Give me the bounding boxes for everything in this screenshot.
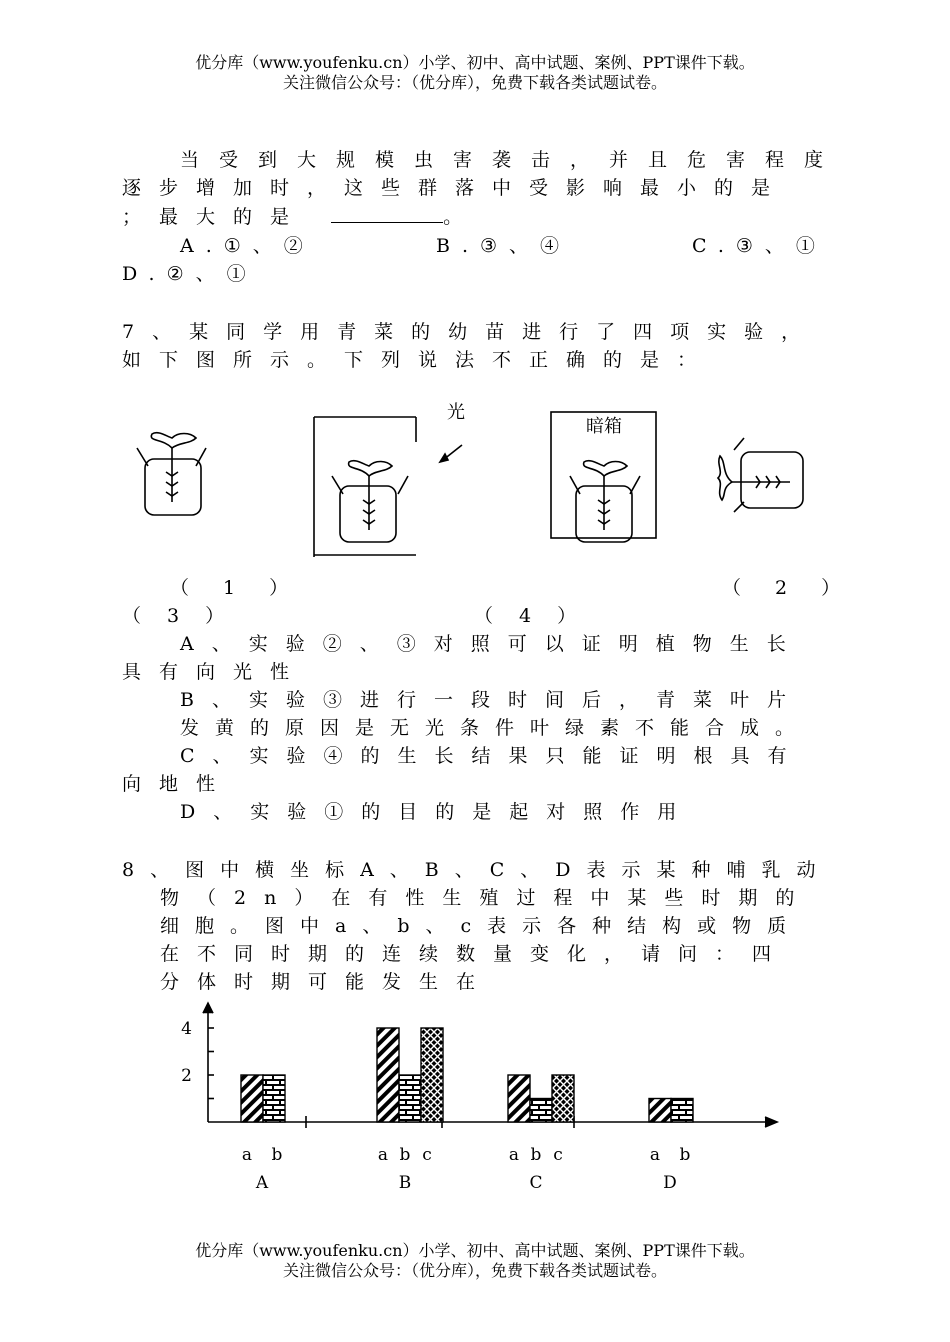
q7-option-c-line-2: 向地性 bbox=[122, 773, 234, 795]
bar-a-B bbox=[377, 1028, 399, 1122]
answer-blank bbox=[331, 204, 443, 223]
q7-option-b-line-1: B、实验③进行一段时间后，青菜叶片 bbox=[180, 689, 804, 711]
y-tick-label: 4 bbox=[181, 1019, 192, 1039]
caption-4: （ 4 ） bbox=[474, 605, 587, 627]
bar-label: a bbox=[241, 1145, 253, 1165]
darkbox-label: 暗箱 bbox=[586, 416, 622, 437]
category-label: C bbox=[529, 1173, 543, 1193]
bar-label: a bbox=[508, 1145, 520, 1165]
experiment-4-pot bbox=[718, 438, 803, 512]
q7-option-d: D、实验①的目的是起对照作用 bbox=[180, 801, 695, 823]
q6-line-3-text: ；最大的是 bbox=[122, 206, 308, 228]
q6-option-d: D.②、① bbox=[122, 263, 258, 285]
bar-label: c bbox=[422, 1145, 432, 1165]
x-axis-arrow bbox=[765, 1117, 777, 1127]
experiment-2-pot bbox=[314, 417, 462, 557]
q7-line-1: 7、某同学用青菜的幼苗进行了四项实验， bbox=[122, 321, 819, 343]
q8-line-2: 物（2n）在有性生殖过程中某些时期的 bbox=[160, 887, 813, 909]
bar-a-A bbox=[241, 1075, 263, 1122]
q7-option-a-line-1: A、实验②、③对照可以证明植物生长 bbox=[180, 633, 804, 655]
bar-label: b bbox=[399, 1145, 411, 1165]
bar-b-C bbox=[530, 1099, 552, 1123]
q7-option-b-line-2: 发黄的原因是无光条件叶绿素不能合成。 bbox=[180, 717, 811, 739]
q6-line-3 bbox=[122, 204, 480, 229]
bar-a-C bbox=[508, 1075, 530, 1122]
q7-option-c-line-1: C、实验④的生长结果只能证明根具有 bbox=[180, 745, 805, 767]
bar-label: b bbox=[271, 1145, 283, 1165]
bar-c-C bbox=[552, 1075, 574, 1122]
header-line-2: 关注微信公众号：（优分库），免费下载各类试题试卷。 bbox=[282, 73, 667, 92]
light-label: 光 bbox=[447, 402, 465, 423]
q8-line-5: 分体时期可能发生在 bbox=[160, 971, 494, 993]
bar-label: b bbox=[679, 1145, 691, 1165]
bar-c-B bbox=[421, 1028, 443, 1122]
category-label: B bbox=[398, 1173, 412, 1193]
q6-line-3-end: 。 bbox=[443, 206, 481, 228]
q7-line-2: 如下图所示。下列说法不正确的是： bbox=[122, 349, 715, 371]
caption-3: （ 3 ） bbox=[122, 605, 235, 627]
y-tick-label: 2 bbox=[181, 1066, 192, 1086]
q6-line-1: 当受到大规模虫害袭击，并且危害程度 bbox=[180, 149, 844, 171]
bar-chart bbox=[0, 990, 950, 1200]
bar-b-B bbox=[399, 1075, 421, 1122]
category-label: D bbox=[663, 1173, 677, 1193]
q8-line-1: 8、图中横坐标A、B、C、D表示某种哺乳动 bbox=[122, 859, 832, 881]
q6-option-c: C.③、① bbox=[692, 235, 827, 257]
caption-1: （ 1 ） bbox=[170, 577, 303, 599]
q8-line-4: 在不同时期的连续数量变化，请问：四 bbox=[160, 943, 790, 965]
bar-label: b bbox=[530, 1145, 542, 1165]
bar-label: c bbox=[553, 1145, 563, 1165]
footer-line-1: 优分库（www.youfenku.cn）小学、初中、高中试题、案例、PPT课件下载。 bbox=[195, 1241, 755, 1260]
q7-option-a-line-2: 具有向光性 bbox=[122, 661, 308, 683]
experiment-1-pot bbox=[137, 433, 206, 515]
q6-option-a: A.①、② bbox=[180, 235, 315, 257]
q8-line-3: 细胞。图中a、b、c表示各种结构或物质 bbox=[160, 915, 803, 937]
bar-b-D bbox=[671, 1099, 693, 1123]
caption-2: （ 2 ） bbox=[722, 577, 855, 599]
experiment-figure bbox=[0, 390, 950, 570]
y-axis-arrow bbox=[203, 1003, 213, 1013]
header-line-1: 优分库（www.youfenku.cn）小学、初中、高中试题、案例、PPT课件下载。 bbox=[195, 53, 755, 72]
q6-option-b: B.③、④ bbox=[436, 235, 572, 257]
category-label: A bbox=[255, 1173, 269, 1193]
bar-b-A bbox=[263, 1075, 285, 1122]
bar-a-D bbox=[649, 1099, 671, 1123]
q6-line-2: 逐步增加时，这些群落中受影响最小的是 bbox=[122, 177, 789, 199]
footer-line-2: 关注微信公众号：（优分库），免费下载各类试题试卷。 bbox=[282, 1261, 667, 1280]
bar-label: a bbox=[649, 1145, 661, 1165]
bar-label: a bbox=[377, 1145, 389, 1165]
